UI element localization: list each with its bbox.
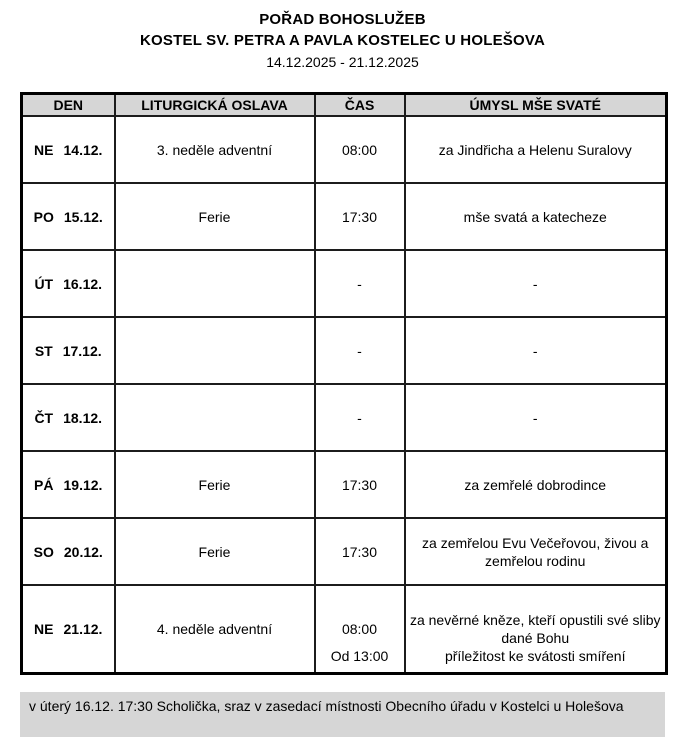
time-cell [315, 585, 405, 673]
time-primary: 08:00 [341, 620, 378, 637]
time-cell: 08:00 [315, 116, 405, 183]
intention-secondary: příležitost ke svátosti smíření [444, 647, 626, 664]
day-cell [22, 451, 115, 518]
col-header-celebration: LITURGICKÁ OSLAVA [115, 94, 315, 117]
col-header-intention: ÚMYSL MŠE SVATÉ [405, 94, 667, 117]
day-abbr: ÚT [34, 275, 54, 292]
time-cell: 17:30 [315, 183, 405, 250]
intention-cell: za Jindřicha a Helenu Suralovy [405, 116, 667, 183]
celebration-cell: Ferie [115, 518, 315, 585]
table-row [22, 585, 667, 673]
day-date: 19.12. [63, 476, 103, 493]
col-header-day: DEN [22, 94, 115, 117]
date-range: 14.12.2025 - 21.12.2025 [266, 54, 419, 70]
table-row [22, 518, 667, 585]
day-date: 17.12. [62, 342, 102, 359]
document-title: POŘAD BOHOSLUŽEB [259, 11, 426, 28]
schedule-table-body [22, 116, 667, 673]
document-header [0, 0, 685, 72]
day-abbr: NE [34, 141, 54, 158]
intention-primary: za nevěrné kněze, kteří opustili své sliby dané Bohu [409, 611, 661, 646]
intention-cell: - [405, 317, 667, 384]
day-abbr: NE [34, 620, 54, 637]
footer-note: v úterý 16.12. 17:30 Scholička, sraz v zasedací místnosti Obecního úřadu v Kostelci u Holešova [20, 692, 665, 737]
day-cell [22, 518, 115, 585]
day-date: 15.12. [63, 208, 103, 225]
time-cell: - [315, 317, 405, 384]
header-row [22, 94, 667, 117]
intention-cell: - [405, 384, 667, 451]
time-cell: 17:30 [315, 518, 405, 585]
celebration-cell: 4. neděle adventní [115, 585, 315, 673]
day-date: 14.12. [63, 141, 103, 158]
time-cell: - [315, 250, 405, 317]
celebration-cell: 3. neděle adventní [115, 116, 315, 183]
celebration-cell: Ferie [115, 183, 315, 250]
day-abbr: SO [33, 543, 54, 560]
time-secondary: Od 13:00 [330, 647, 389, 664]
intention-cell: - [405, 250, 667, 317]
schedule-table [20, 92, 668, 675]
day-abbr: PO [33, 208, 54, 225]
col-header-time: ČAS [315, 94, 405, 117]
table-row [22, 250, 667, 317]
celebration-cell [115, 317, 315, 384]
time-cell: 17:30 [315, 451, 405, 518]
table-row [22, 317, 667, 384]
celebration-cell: Ferie [115, 451, 315, 518]
day-cell [22, 585, 115, 673]
day-date: 16.12. [63, 275, 103, 292]
table-row [22, 183, 667, 250]
day-abbr: PÁ [34, 476, 54, 493]
table-row [22, 116, 667, 183]
intention-cell [405, 585, 667, 673]
table-row [22, 384, 667, 451]
day-cell [22, 183, 115, 250]
day-cell [22, 317, 115, 384]
day-cell [22, 250, 115, 317]
day-cell [22, 384, 115, 451]
intention-cell: za zemřelou Evu Večeřovou, živou a zemřelou rodinu [405, 518, 667, 585]
day-abbr: ST [34, 342, 53, 359]
day-cell [22, 116, 115, 183]
day-abbr: ČT [34, 409, 54, 426]
day-date: 21.12. [63, 620, 103, 637]
day-date: 20.12. [63, 543, 103, 560]
table-row [22, 451, 667, 518]
celebration-cell [115, 250, 315, 317]
day-date: 18.12. [63, 409, 103, 426]
intention-cell: mše svatá a katecheze [405, 183, 667, 250]
document-subtitle: KOSTEL SV. PETRA A PAVLA KOSTELEC U HOLEŠOVA [140, 32, 545, 49]
intention-cell: za zemřelé dobrodince [405, 451, 667, 518]
celebration-cell [115, 384, 315, 451]
schedule-table-head [22, 94, 667, 117]
time-cell: - [315, 384, 405, 451]
